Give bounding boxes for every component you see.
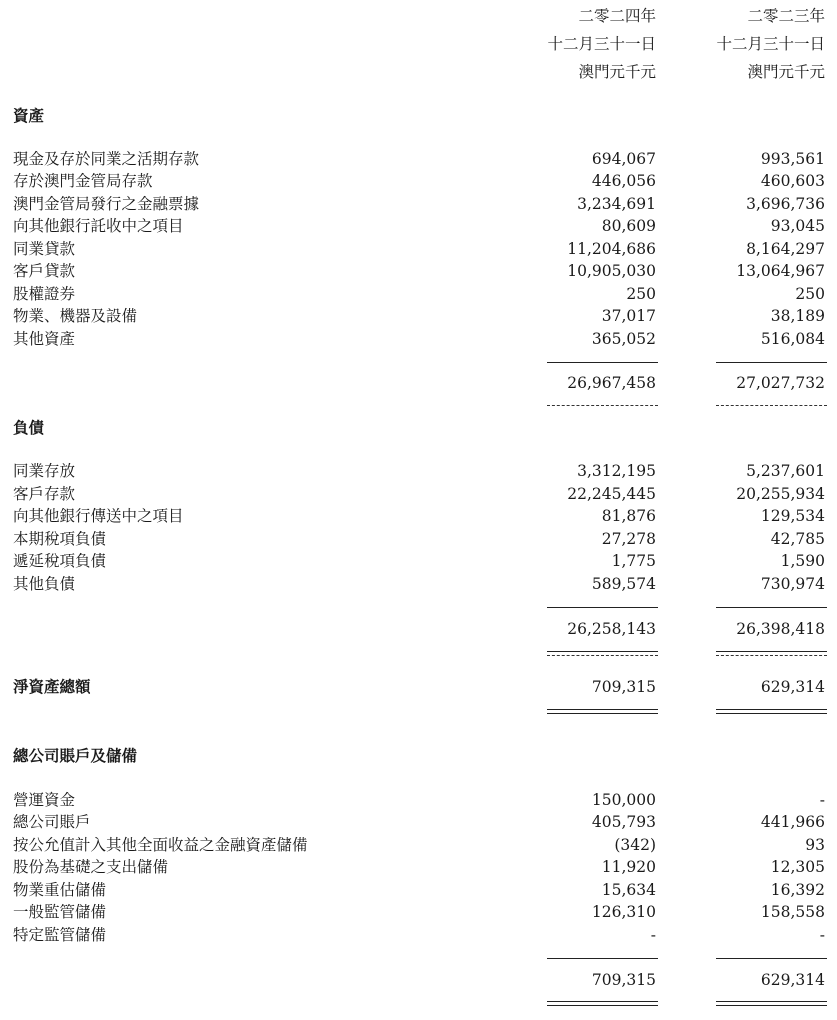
value-2024: 150,000 bbox=[591, 791, 656, 809]
row-label: 物業重估儲備 bbox=[13, 881, 107, 899]
col1-header-unit: 澳門元千元 bbox=[578, 63, 656, 81]
net-assets-row bbox=[0, 676, 837, 698]
value-2023: 441,966 bbox=[760, 813, 825, 831]
value-2023: 13,064,967 bbox=[736, 262, 825, 280]
row-label: 股份為基礎之支出儲備 bbox=[13, 858, 169, 876]
row-label: 其他負債 bbox=[13, 575, 76, 593]
value-2024: 365,052 bbox=[591, 330, 656, 348]
subtotal-rule bbox=[547, 362, 658, 363]
table-row bbox=[0, 283, 837, 305]
table-row bbox=[0, 170, 837, 192]
table-row bbox=[0, 305, 837, 327]
total-dashed-rule bbox=[716, 405, 827, 406]
value-2023: 20,255,934 bbox=[736, 485, 825, 503]
double-rule-top bbox=[716, 709, 827, 710]
total-rule bbox=[716, 651, 827, 652]
value-2024: 1,775 bbox=[611, 552, 656, 570]
value-2023: 460,603 bbox=[760, 172, 825, 190]
double-rule-top bbox=[547, 709, 658, 710]
value-2023: 12,305 bbox=[770, 858, 825, 876]
total-dashed-rule bbox=[716, 655, 827, 656]
value-2023: 93,045 bbox=[770, 217, 825, 235]
table-row bbox=[0, 573, 837, 595]
value-2023: - bbox=[819, 926, 825, 944]
row-label: 營運資金 bbox=[13, 791, 76, 809]
liabilities-total-row bbox=[0, 618, 837, 640]
col1-header-year: 二零二四年 bbox=[578, 7, 656, 25]
total-rule bbox=[547, 651, 658, 652]
subtotal-rule bbox=[716, 958, 827, 959]
value-2024: 3,234,691 bbox=[577, 195, 656, 213]
table-row bbox=[0, 856, 837, 878]
value-2024: 22,245,445 bbox=[567, 485, 656, 503]
table-row bbox=[0, 901, 837, 923]
row-label: 同業貸款 bbox=[13, 240, 76, 258]
row-label: 物業、機器及設備 bbox=[13, 307, 138, 325]
assets-section-title: 資產 bbox=[13, 106, 45, 125]
value-2023: 993,561 bbox=[760, 150, 825, 168]
col1-header-date: 十二月三十一日 bbox=[547, 35, 656, 53]
liabilities-section-title: 負債 bbox=[13, 418, 45, 437]
col2-header-year: 二零二三年 bbox=[747, 7, 825, 25]
value-2024: 15,634 bbox=[601, 881, 656, 899]
table-row bbox=[0, 460, 837, 482]
double-rule-bottom bbox=[716, 1005, 827, 1006]
row-label: 同業存放 bbox=[13, 462, 76, 480]
row-label: 遞延稅項負債 bbox=[13, 552, 107, 570]
value-2024: 27,278 bbox=[601, 530, 656, 548]
value-2024: 405,793 bbox=[591, 813, 656, 831]
value-2023: 129,534 bbox=[760, 507, 825, 525]
row-label: 股權證券 bbox=[13, 285, 76, 303]
value-2024: - bbox=[650, 926, 656, 944]
value-2023: - bbox=[819, 791, 825, 809]
value-2023: 730,974 bbox=[760, 575, 825, 593]
value-2024: 11,204,686 bbox=[567, 240, 656, 258]
liabilities-total-2023: 26,398,418 bbox=[736, 620, 825, 638]
table-row bbox=[0, 789, 837, 811]
double-rule-top bbox=[547, 1001, 658, 1002]
row-label: 存於澳門金管局存款 bbox=[13, 172, 153, 190]
value-2024: 694,067 bbox=[591, 150, 656, 168]
table-row bbox=[0, 193, 837, 215]
col2-header-date: 十二月三十一日 bbox=[716, 35, 825, 53]
value-2024: 37,017 bbox=[601, 307, 656, 325]
equity-total-2024: 709,315 bbox=[591, 971, 656, 989]
subtotal-rule bbox=[716, 362, 827, 363]
value-2023: 8,164,297 bbox=[746, 240, 825, 258]
table-row bbox=[0, 811, 837, 833]
equity-total-2023: 629,314 bbox=[760, 971, 825, 989]
table-row bbox=[0, 238, 837, 260]
value-2023: 250 bbox=[795, 285, 825, 303]
double-rule-bottom bbox=[547, 713, 658, 714]
row-label: 向其他銀行傳送中之項目 bbox=[13, 507, 184, 525]
double-rule-top bbox=[716, 1001, 827, 1002]
double-rule-bottom bbox=[547, 1005, 658, 1006]
value-2024: 81,876 bbox=[601, 507, 656, 525]
value-2024: (342) bbox=[614, 836, 656, 854]
assets-total-2023: 27,027,732 bbox=[736, 374, 825, 392]
table-row bbox=[0, 528, 837, 550]
row-label: 按公允值計入其他全面收益之金融資產儲備 bbox=[13, 836, 308, 854]
col2-header-unit: 澳門元千元 bbox=[747, 63, 825, 81]
value-2023: 1,590 bbox=[780, 552, 825, 570]
value-2024: 10,905,030 bbox=[567, 262, 656, 280]
value-2024: 80,609 bbox=[601, 217, 656, 235]
row-label: 總公司賬戶 bbox=[13, 813, 91, 831]
table-row bbox=[0, 148, 837, 170]
value-2024: 126,310 bbox=[591, 903, 656, 921]
value-2024: 250 bbox=[626, 285, 656, 303]
liabilities-total-2024: 26,258,143 bbox=[567, 620, 656, 638]
equity-total-row bbox=[0, 969, 837, 991]
value-2023: 42,785 bbox=[770, 530, 825, 548]
equity-section-title: 總公司賬戶及儲備 bbox=[13, 746, 138, 765]
value-2024: 11,920 bbox=[601, 858, 656, 876]
table-row bbox=[0, 834, 837, 856]
assets-total-2024: 26,967,458 bbox=[567, 374, 656, 392]
value-2024: 3,312,195 bbox=[577, 462, 656, 480]
row-label: 一般監管儲備 bbox=[13, 903, 107, 921]
double-rule-bottom bbox=[716, 713, 827, 714]
value-2023: 93 bbox=[805, 836, 825, 854]
row-label: 現金及存於同業之活期存款 bbox=[13, 150, 200, 168]
row-label: 客戶存款 bbox=[13, 485, 76, 503]
subtotal-rule bbox=[547, 958, 658, 959]
assets-total-row bbox=[0, 372, 837, 394]
row-label: 澳門金管局發行之金融票據 bbox=[13, 195, 200, 213]
net-assets-2024: 709,315 bbox=[591, 678, 656, 696]
net-assets-2023: 629,314 bbox=[760, 678, 825, 696]
value-2024: 589,574 bbox=[591, 575, 656, 593]
value-2023: 38,189 bbox=[770, 307, 825, 325]
table-row bbox=[0, 924, 837, 946]
table-row bbox=[0, 215, 837, 237]
row-label: 客戶貸款 bbox=[13, 262, 76, 280]
table-row bbox=[0, 483, 837, 505]
row-label: 向其他銀行託收中之項目 bbox=[13, 217, 184, 235]
table-row bbox=[0, 260, 837, 282]
table-row bbox=[0, 328, 837, 350]
value-2023: 3,696,736 bbox=[746, 195, 825, 213]
row-label: 其他資產 bbox=[13, 330, 76, 348]
table-row bbox=[0, 505, 837, 527]
value-2023: 16,392 bbox=[770, 881, 825, 899]
subtotal-rule bbox=[716, 607, 827, 608]
table-row bbox=[0, 879, 837, 901]
total-dashed-rule bbox=[547, 405, 658, 406]
value-2024: 446,056 bbox=[591, 172, 656, 190]
row-label: 本期稅項負債 bbox=[13, 530, 107, 548]
total-dashed-rule bbox=[547, 655, 658, 656]
value-2023: 5,237,601 bbox=[746, 462, 825, 480]
value-2023: 516,084 bbox=[760, 330, 825, 348]
subtotal-rule bbox=[547, 607, 658, 608]
table-row bbox=[0, 550, 837, 572]
row-label: 特定監管儲備 bbox=[13, 926, 107, 944]
value-2023: 158,558 bbox=[760, 903, 825, 921]
net-assets-label: 淨資產總額 bbox=[13, 677, 91, 696]
